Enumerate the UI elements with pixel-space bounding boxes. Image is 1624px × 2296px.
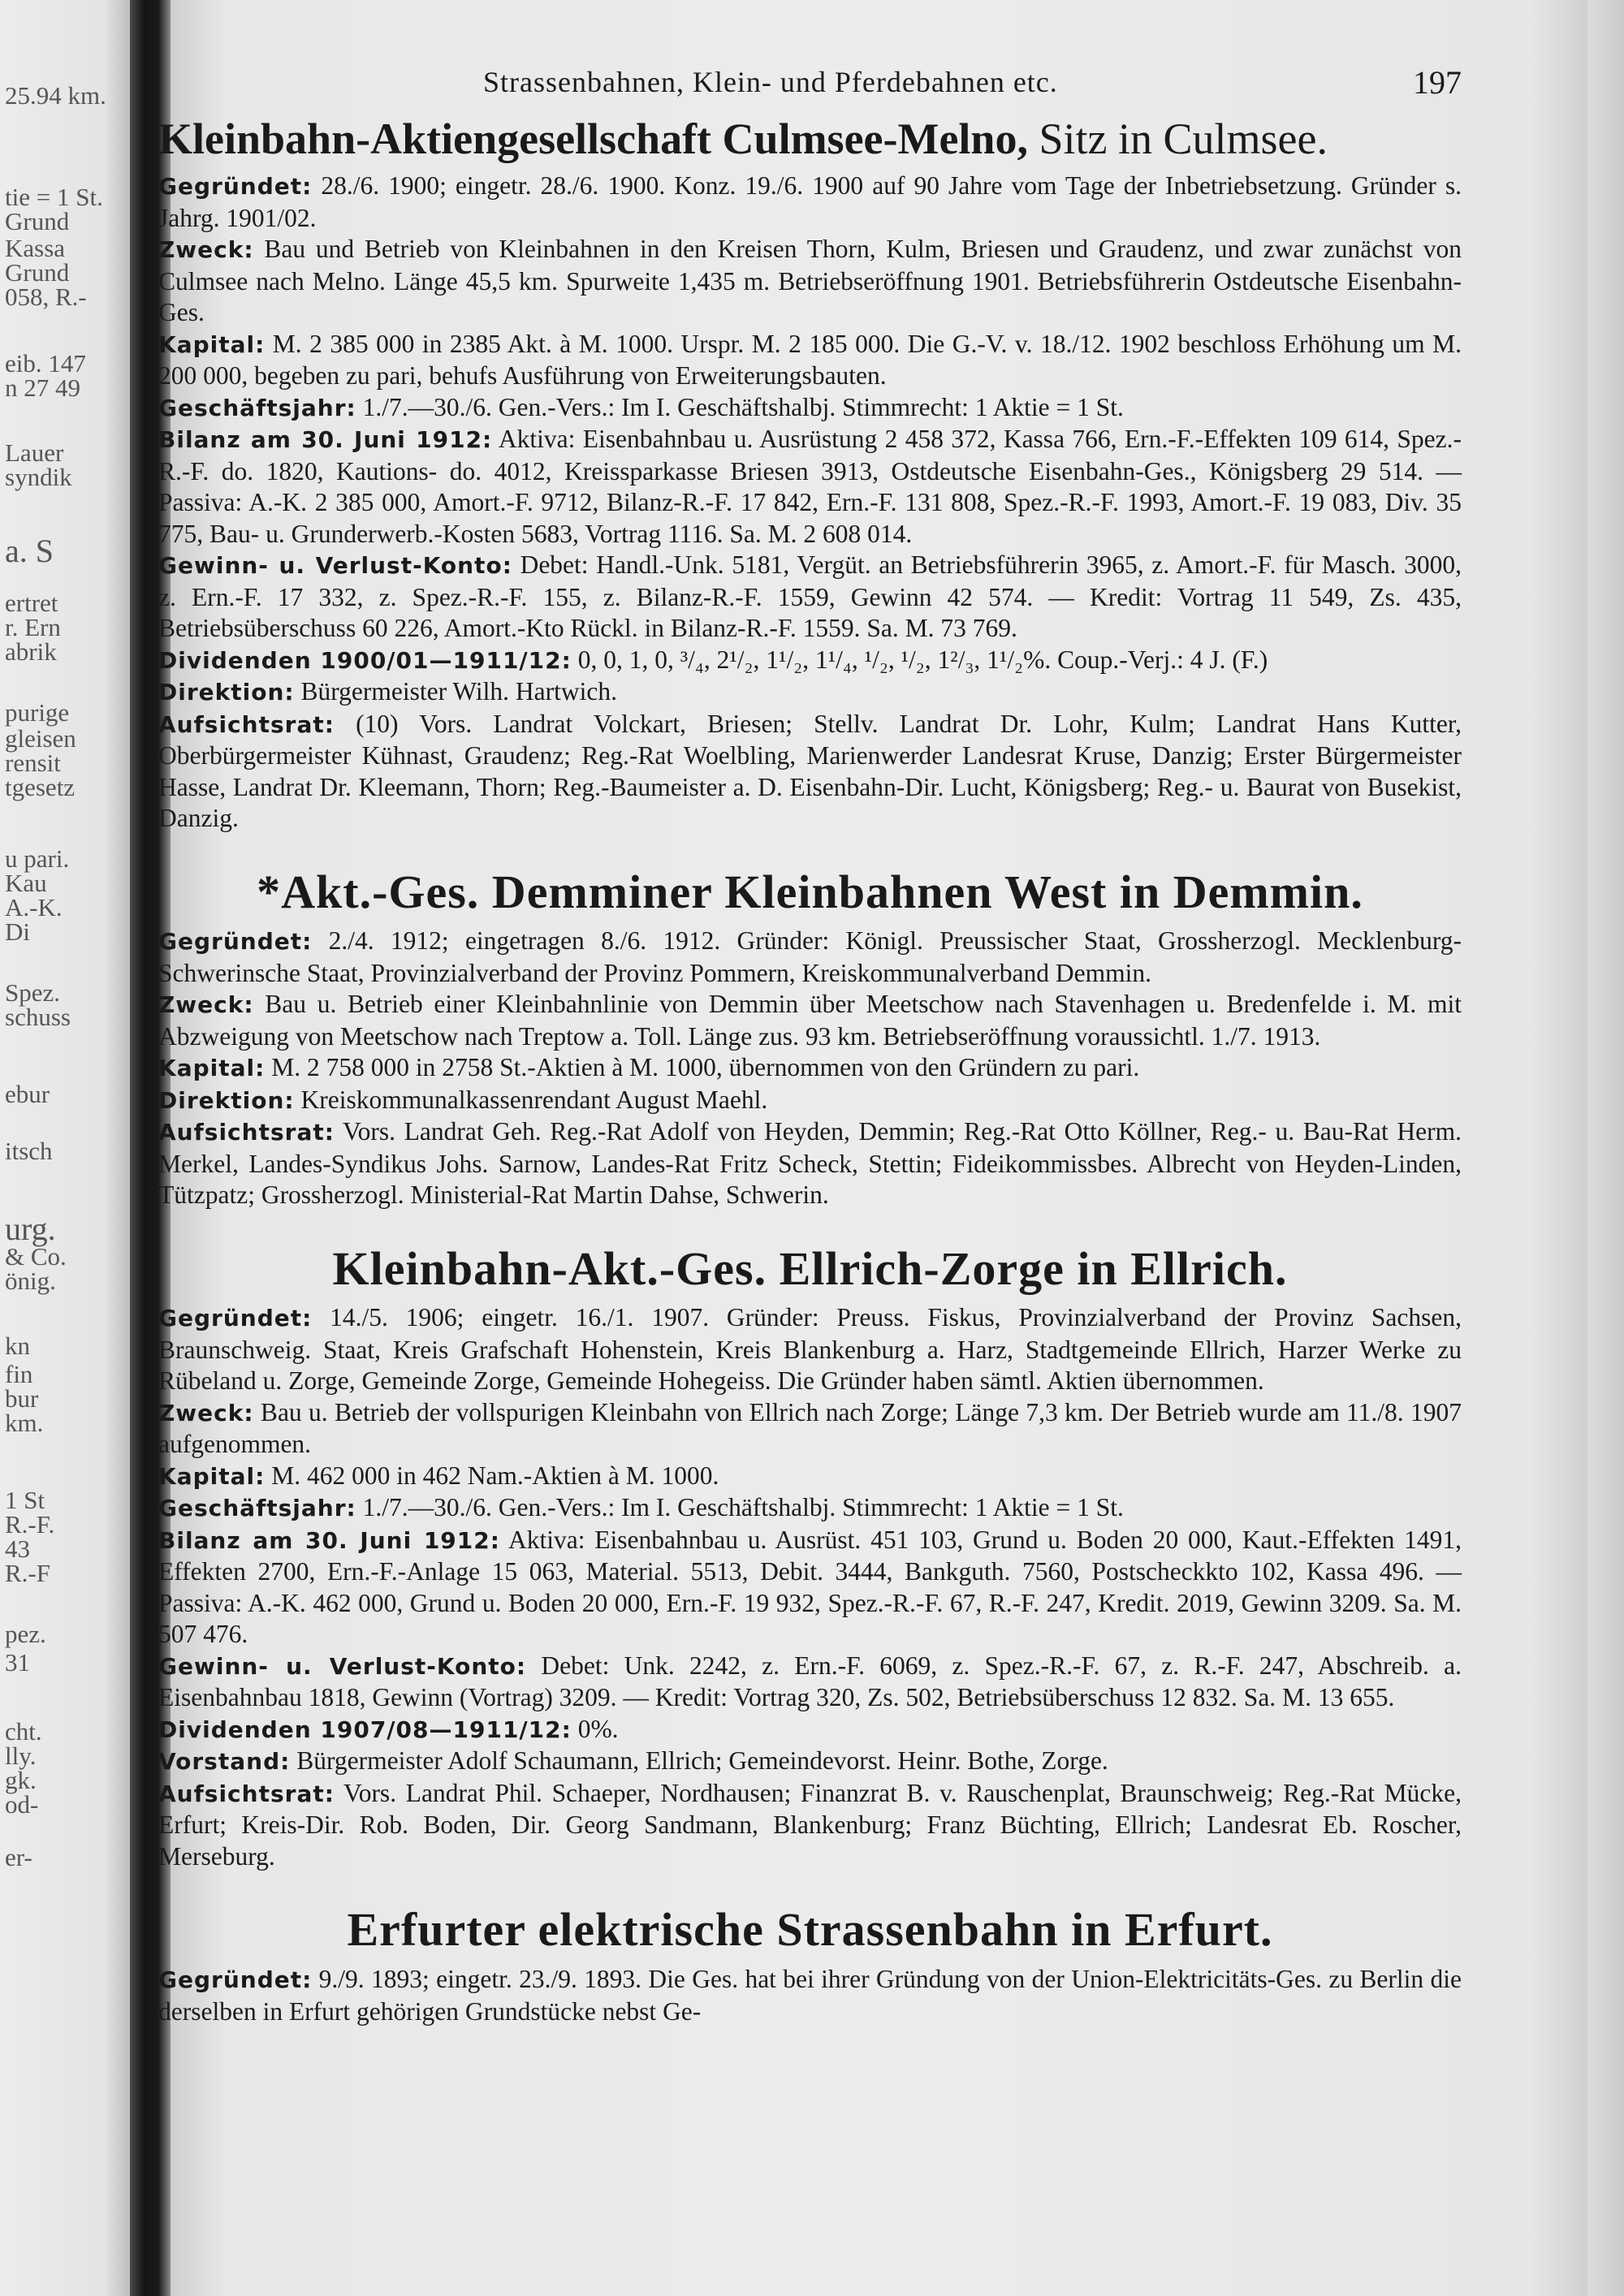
company-heading [158, 1242, 1462, 1297]
company-seat: Sitz in Culmsee. [1027, 114, 1328, 163]
entry-paragraph [158, 1746, 1462, 1778]
field-text: Kreiskommunalkassenrendant August Maehl. [294, 1085, 768, 1114]
field-label: Geschäftsjahr: [158, 394, 356, 421]
field-text: M. 2 758 000 in 2758 St.-Aktien à M. 1000, übernommen von den Gründern zu pari. [265, 1053, 1140, 1082]
left-page-fragment: ebur [5, 1080, 50, 1108]
field-text: Debet: Unk. 2242, z. Ern.-F. 6069, z. Spez.-R.-F. 67, z. R.-F. 247, Abschreib. a. Eisenbahnbau 1818, Gewinn (Vortrag) 3209. — Kredit: Vortrag 320, Zs. 502, Betriebsüberschuss 12 832. Sa. M. 13 655. [158, 1651, 1462, 1712]
left-page-fragment: Di [5, 917, 30, 946]
company-heading [158, 114, 1462, 164]
field-label: Dividenden 1907/08—1911/12: [158, 1716, 572, 1743]
left-page-fragment: R.-F. [5, 1510, 55, 1539]
company-name: Erfurter elektrische Strassenbahn in Erfurt. [347, 1903, 1273, 1957]
field-label: Aufsichtsrat: [158, 1119, 335, 1146]
left-page-fragment: kn [5, 1331, 30, 1360]
field-label: Kapital: [158, 330, 266, 358]
left-page-fragment: abrik [5, 637, 57, 666]
left-page-fragment: gk. [5, 1766, 37, 1794]
left-page-fragment: pez. [5, 1620, 46, 1648]
left-page-fragment: tgesetz [5, 773, 76, 801]
left-page-fragment: tie = 1 St. [5, 183, 103, 211]
field-label: Kapital: [158, 1055, 266, 1082]
company-entry [158, 114, 1462, 835]
field-text: 1./7.—30./6. Gen.-Vers.: Im I. Geschäftshalbj. Stimmrecht: 1 Aktie = 1 St. [356, 1493, 1124, 1522]
entry-paragraph [158, 989, 1462, 1052]
left-page-fragment: 25.94 km. [5, 81, 106, 110]
entry-paragraph [158, 424, 1462, 550]
entry-paragraph [158, 1052, 1462, 1085]
adjacent-page-fragment [0, 0, 130, 2296]
field-label: Gewinn- u. Verlust-Konto: [158, 552, 512, 580]
company-list [158, 114, 1462, 2027]
field-label: Aufsichtsrat: [158, 710, 335, 738]
field-text: Bürgermeister Wilh. Hartwich. [294, 677, 617, 706]
entry-paragraph [158, 170, 1462, 234]
field-label: Direktion: [158, 679, 295, 706]
left-page-fragment: u pari. [5, 844, 70, 873]
field-text: Vors. Landrat Phil. Schaeper, Nordhausen; Finanzrat B. v. Rauschenplat, Braunschweig; Reg.-Rat Mücke, Erfurt; Kreis-Dir. Rob. Boden, Dir. Georg Sandmann, Blankenburg; Franz Büchting, Ellrich; Landesrat Eb. Roscher, Merseburg. [158, 1778, 1462, 1871]
left-page-fragment: Kau [5, 869, 47, 897]
entry-paragraph [158, 1116, 1462, 1211]
field-label: Direktion: [158, 1086, 295, 1114]
field-text: 9./9. 1893; eingetr. 23./9. 1893. Die Ges. hat bei ihrer Gründung von der Union-Elektricitäts-Ges. zu Berlin die derselben in Erfurt gehörigen Grundstücke nebst Ge- [158, 1965, 1462, 2026]
field-text: 2./4. 1912; eingetragen 8./6. 1912. Gründer: Königl. Preussischer Staat, Grossherzogl. Mecklenburg-Schwerinsche Staat, Provinzialverband der Provinz Pommern, Kreiskommunalverband Demmin. [158, 926, 1462, 987]
field-label: Aufsichtsrat: [158, 1780, 335, 1807]
entry-paragraph [158, 1964, 1462, 2027]
field-label: Gegründet: [158, 928, 313, 956]
entry-paragraph [158, 1397, 1462, 1461]
field-text: 14./5. 1906; eingetr. 16./1. 1907. Gründer: Preuss. Fiskus, Provinzialverband der Provinz Sachsen, Braunschweig. Staat, Kreis Grafschaft Hohenstein, Kreis Blankenburg a. Harz, Stadtgemeinde Ellrich, Harzer Werke zu Rübeland u. Zorge, Gemeinde Zorge, Gemeinde Hohegeiss. Die Gründer haben sämtl. Aktien übernommen. [158, 1303, 1462, 1396]
left-page-fragment: itsch [5, 1137, 53, 1165]
company-entry [158, 1903, 1462, 2027]
left-page-fragment: ertret [5, 589, 58, 617]
page-number: 197 [1413, 64, 1462, 101]
field-label: Gegründet: [158, 173, 313, 201]
field-text: Aktiva: Eisenbahnbau u. Ausrüstung 2 458 372, Kassa 766, Ern.-F.-Effekten 109 614, Spez.-R.-F. do. 1820, Kautions- do. 4012, Kreissparkasse Briesen 3913, Ostdeutsche Eisenbahn-Ges., Königsberg 29 514. — Passiva: A.-K. 2 385 000, Amort.-F. 9712, Bilanz-R.-F. 17 842, Ern.-F. 131 808, Spez.-R.-F. 1993, Amort.-F. 19 083, Div. 35 775, Bau- u. Grunderwerb.-Kosten 5683, Vortrag 1116. Sa. M. 2 608 014. [158, 425, 1462, 548]
left-page-fragment: 1 St [5, 1486, 45, 1514]
field-text: M. 2 385 000 in 2385 Akt. à M. 1000. Urspr. M. 2 185 000. Die G.-V. v. 18./12. 1902 beschloss Erhöhung um M. 200 000, begeben zu pari, behufs Ausführung von Erweiterungsbauten. [158, 329, 1462, 391]
field-text: M. 462 000 in 462 Nam.-Aktien à M. 1000. [265, 1461, 719, 1490]
field-label: Dividenden 1900/01—1911/12: [158, 646, 572, 674]
left-page-fragment: A.-K. [5, 893, 63, 921]
left-page-fragment: Spez. [5, 978, 61, 1007]
entry-paragraph [158, 1714, 1462, 1746]
field-label: Zweck: [158, 236, 254, 264]
entry-paragraph [158, 1778, 1462, 1873]
field-text: Bau und Betrieb von Kleinbahnen in den Kreisen Thorn, Kulm, Briesen und Graudenz, und zwar zunächst von Culmsee nach Melno. Länge 45,5 km. Spurweite 1,435 m. Betriebseröffnung 1901. Betriebsführerin Ostdeutsche Eisenbahn-Ges. [158, 235, 1462, 327]
entry-paragraph [158, 1492, 1462, 1525]
entry-paragraph [158, 1525, 1462, 1651]
company-heading [158, 1903, 1462, 1957]
field-text: Debet: Handl.-Unk. 5181, Vergüt. an Betriebsführerin 3965, z. Amort.-F. für Masch. 3000, z. Ern.-F. 17 332, z. Spez.-R.-F. 155, z. Bilanz-R.-F. 1559, Gewinn 42 574. — Kredit: Vortrag 11 549, Zs. 435, Betriebsüberschuss 60 226, Amort.-Kto Rückl. in Bilanz-R.-F. 1559. Sa. M. 73 769. [158, 550, 1462, 643]
left-page-fragment: cht. [5, 1717, 42, 1746]
left-page-fragment: Grund [5, 258, 70, 287]
field-label: Gewinn- u. Verlust-Konto: [158, 1652, 527, 1680]
left-page-fragment: purige [5, 698, 70, 727]
left-page-fragment: r. Ern [5, 613, 61, 641]
entry-paragraph [158, 709, 1462, 835]
left-page-fragment: 43 [5, 1534, 30, 1563]
left-page-fragment: 31 [5, 1648, 30, 1677]
left-page-fragment: eib. 147 [5, 349, 86, 378]
left-page-fragment: önig. [5, 1267, 56, 1295]
company-entry [158, 865, 1462, 1211]
company-name: *Akt.-Ges. Demminer Kleinbahnen West in Demmin. [257, 865, 1363, 918]
left-page-fragment: a. S [5, 533, 54, 569]
entry-paragraph [158, 550, 1462, 645]
entry-paragraph [158, 1461, 1462, 1493]
field-text: 28./6. 1900; eingetr. 28./6. 1900. Konz. 19./6. 1900 auf 90 Jahre vom Tage der Inbetriebsetzung. Gründer s. Jahrg. 1901/02. [158, 171, 1462, 232]
entry-paragraph [158, 645, 1462, 677]
field-label: Geschäftsjahr: [158, 1495, 356, 1522]
entry-paragraph [158, 234, 1462, 329]
field-label: Gegründet: [158, 1305, 313, 1332]
field-text: 0, 0, 1, 0, ³/₄, 2¹/₂, 1¹/₂, 1¹/₄, ¹/₂, ¹/₂, 1²/₃, 1¹/₂%. Coup.-Verj.: 4 J. (F.) [571, 645, 1268, 674]
field-label: Bilanz am 30. Juni 1912: [158, 426, 493, 454]
left-page-fragment: & Co. [5, 1242, 67, 1271]
page-content [158, 57, 1462, 2058]
company-heading [158, 865, 1462, 920]
company-name: Kleinbahn-Aktiengesellschaft Culmsee-Melno, [158, 114, 1028, 163]
left-page-fragment: rensit [5, 749, 61, 777]
entry-paragraph [158, 676, 1462, 709]
left-page-fragment: Kassa [5, 234, 66, 262]
field-text: Bau u. Betrieb einer Kleinbahnlinie von Demmin über Meetschow nach Stavenhagen u. Bredenfelde i. M. mit Abzweigung von Meetschow nach Treptow a. Toll. Länge zus. 93 km. Betriebseröffnung voraussichtl. 1./7. 1913. [158, 990, 1462, 1051]
field-text: Aktiva: Eisenbahnbau u. Ausrüst. 451 103, Grund u. Boden 20 000, Kaut.-Effekten 1491, Effekten 2700, Ern.-F.-Anlage 15 063, Material. 5513, Debit. 3444, Bankguth. 7560, Postscheckkto 102, Kassa 496. — Passiva: A.-K. 462 000, Grund u. Boden 20 000, Ern.-F. 19 932, Spez.-R.-F. 67, R.-F. 247, Kredit. 2019, Gewinn 3209. Sa. M. 507 476. [158, 1525, 1462, 1649]
entry-paragraph [158, 1302, 1462, 1397]
left-page-fragment: er- [5, 1843, 32, 1871]
left-page-fragment: Lauer [5, 438, 64, 467]
field-label: Zweck: [158, 1399, 254, 1426]
field-text: Bürgermeister Adolf Schaumann, Ellrich; Gemeindevorst. Heinr. Bothe, Zorge. [290, 1746, 1108, 1776]
company-name: Kleinbahn-Akt.-Ges. Ellrich-Zorge in Ellrich. [332, 1241, 1288, 1295]
field-text: 1./7.—30./6. Gen.-Vers.: Im I. Geschäftshalbj. Stimmrecht: 1 Aktie = 1 St. [356, 392, 1124, 421]
left-page-fragment: schuss [5, 1003, 71, 1031]
left-page-fragment: fin [5, 1360, 33, 1388]
left-page-fragment: bur [5, 1384, 39, 1413]
left-page-fragment: 058, R.- [5, 283, 87, 311]
entry-paragraph [158, 1085, 1462, 1117]
field-label: Gegründet: [158, 1966, 313, 1994]
entry-paragraph [158, 392, 1462, 425]
left-page-fragment: Grund [5, 207, 70, 235]
field-label: Vorstand: [158, 1748, 291, 1776]
left-page-fragment: km. [5, 1409, 44, 1437]
entry-paragraph [158, 926, 1462, 989]
entry-paragraph [158, 329, 1462, 392]
field-text: Vors. Landrat Geh. Reg.-Rat Adolf von Heyden, Demmin; Reg.-Rat Otto Köllner, Reg.- u. Bau-Rat Herm. Merkel, Landes-Syndikus Johs. Sarnow, Landes-Rat Fritz Scheck, Stettin; Fideikommissbes. Albrecht von Heyden-Linden, Tützpatz; Grossherzogl. Ministerial-Rat Martin Dahse, Schwerin. [158, 1117, 1462, 1210]
left-page-fragment: syndik [5, 463, 72, 491]
field-text: 0%. [571, 1714, 619, 1743]
field-label: Bilanz am 30. Juni 1912: [158, 1526, 500, 1554]
running-header [158, 57, 1462, 114]
field-label: Kapital: [158, 1462, 266, 1490]
left-page-fragment: lly. [5, 1741, 37, 1770]
left-page-fragment: urg. [5, 1211, 56, 1247]
left-page-fragment: R.-F [5, 1559, 50, 1587]
field-label: Zweck: [158, 991, 254, 1019]
field-text: Bau u. Betrieb der vollspurigen Kleinbahn von Ellrich nach Zorge; Länge 7,3 km. Der Betrieb wurde am 11./8. 1907 aufgenommen. [158, 1397, 1462, 1459]
page-edge [1587, 0, 1624, 2296]
running-title: Strassenbahnen, Klein- und Pferdebahnen etc. [483, 66, 1058, 98]
entry-paragraph [158, 1651, 1462, 1714]
left-page-fragment: gleisen [5, 724, 76, 753]
left-page-fragment: od- [5, 1790, 39, 1819]
left-page-fragment: n 27 49 [5, 373, 80, 402]
field-text: (10) Vors. Landrat Volckart, Briesen; Stellv. Landrat Dr. Lohr, Kulm; Landrat Hans Kutter, Oberbürgermeister Kühnast, Graudenz; Reg.-Rat Woelbling, Marienwerder Landesrat Kruse, Danzig; Erster Bürgermeister Hasse, Landrat Dr. Kleemann, Thorn; Reg.-Baumeister a. D. Eisenbahn-Dir. Lucht, Königsberg; Reg.- u. Baurat von Busekist, Danzig. [158, 709, 1462, 833]
company-entry [158, 1242, 1462, 1873]
